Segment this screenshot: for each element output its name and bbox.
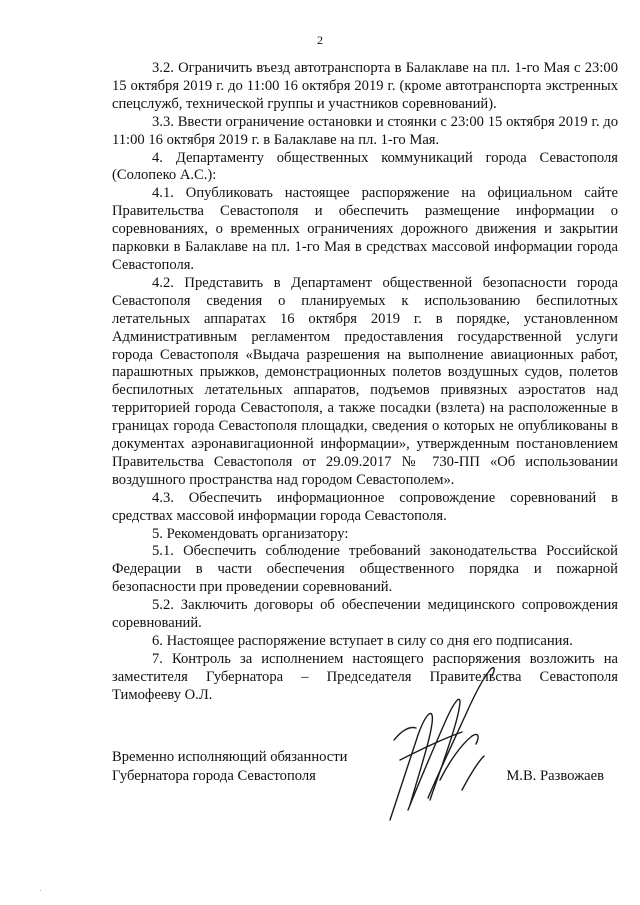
paragraph-5: 5. Рекомендовать организатору: — [152, 525, 349, 542]
document-body — [112, 60, 618, 705]
paragraph-4-2: 4.2. Представить в Департамент общественной безопасности города Севастополя сведения о планируемых к использованию беспилотных летательных аппаратах 16 октября 2019 г. в порядке, установленном Административным регламентом предоставления государственной услуги города Севастополя «Выдача разрешения на выполнение авиационных работ, парашютных прыжков, демонстрационных полетов воздушных судов, полетов беспилотных летательных аппаратов, подъемов привязных аэростатов над территорией города Севастополя, а также посадки (взлета) на расположенные в границах города Севастополя площадки, сведения о которых не опубликованы в документах аэронавигационной информации», утвержденным постановлением Правительства Севастополя от 29.09.2017 № 730-ПП «Об использовании воздушного пространства над городом Севастополем». — [112, 274, 618, 488]
paragraph-6: 6. Настоящее распоряжение вступает в силу со дня его подписания. — [152, 633, 573, 649]
signatory-title-line-2: Губернатора города Севастополя — [112, 768, 316, 784]
paragraph-3-2: 3.2. Ограничить въезд автотранспорта в Балаклаве на пл. 1-го Мая с 23:00 15 октября 2019 г. до 11:00 16 октября 2019 г. (кроме автотранспорта экстренных спецслужб, технической группы и участников соревнований). — [112, 60, 618, 112]
paragraph-7: 7. Контроль за исполнением настоящего распоряжения возложить на заместителя Губернатора – Председателя Правительства Севастополя Тимофееву О.Л. — [112, 650, 618, 703]
signatory-name: М.В. Развожаев — [506, 768, 604, 784]
paragraph-4-3: 4.3. Обеспечить информационное сопровождение соревнований в средствах массовой информации города Севастополя. — [112, 489, 618, 524]
paragraph-4-1: 4.1. Опубликовать настоящее распоряжение на официальном сайте Правительства Севастополя и обеспечить размещение информации о соревнованиях, о временных ограничениях дорожного движения и закрытии парковки в Балаклаве на пл. 1-го Мая в средствах массовой информации города Севастополя. — [112, 185, 618, 273]
paragraph-3-3: 3.3. Ввести ограничение остановки и стоянки с 23:00 15 октября 2019 г. до 11:00 16 октября 2019 г. в Балаклаве на пл. 1-го Мая. — [112, 113, 618, 148]
signature-block — [112, 748, 618, 808]
paragraph-4: 4. Департаменту общественных коммуникаций города Севастополя (Солопеко А.С.): — [112, 149, 618, 184]
handwritten-signature-icon — [380, 640, 520, 840]
paragraph-5-2: 5.2. Заключить договоры об обеспечении медицинского сопровождения соревнований. — [112, 597, 618, 632]
signatory-title-line-1: Временно исполняющий обязанности — [112, 749, 348, 765]
page-number: 2 — [317, 33, 323, 47]
signatory-title — [112, 748, 412, 786]
margin-mark — [40, 890, 41, 891]
paragraph-5-1: 5.1. Обеспечить соблюдение требований законодательства Российской Федерации в части обеспечения общественного порядка и пожарной безопасности при проведении соревнований. — [112, 543, 618, 596]
